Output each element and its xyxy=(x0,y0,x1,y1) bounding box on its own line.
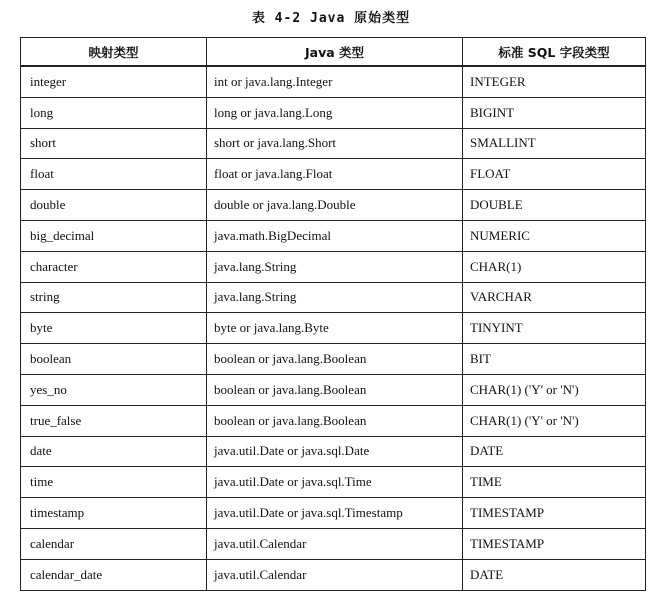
table-row xyxy=(21,159,646,190)
table-row xyxy=(21,282,646,313)
column-header-mapping-type: 映射类型 xyxy=(21,38,207,67)
table-row xyxy=(21,313,646,344)
table-row xyxy=(21,97,646,128)
cell-sql-type: TIME xyxy=(463,467,646,498)
cell-java-type: double or java.lang.Double xyxy=(207,190,463,221)
table-header xyxy=(21,38,646,67)
cell-sql-type: TIMESTAMP xyxy=(463,528,646,559)
table-row xyxy=(21,467,646,498)
cell-sql-type: CHAR(1) ('Y' or 'N') xyxy=(463,374,646,405)
table-row xyxy=(21,220,646,251)
cell-sql-type: CHAR(1) ('Y' or 'N') xyxy=(463,405,646,436)
cell-java-type: boolean or java.lang.Boolean xyxy=(207,405,463,436)
cell-mapping-type: byte xyxy=(21,313,207,344)
table-row xyxy=(21,374,646,405)
column-header-java-type: Java 类型 xyxy=(207,38,463,67)
cell-java-type: java.util.Calendar xyxy=(207,528,463,559)
cell-sql-type: SMALLINT xyxy=(463,128,646,159)
cell-sql-type: NUMERIC xyxy=(463,220,646,251)
cell-java-type: long or java.lang.Long xyxy=(207,97,463,128)
cell-java-type: java.math.BigDecimal xyxy=(207,220,463,251)
cell-mapping-type: true_false xyxy=(21,405,207,436)
cell-mapping-type: big_decimal xyxy=(21,220,207,251)
column-header-sql-type: 标准 SQL 字段类型 xyxy=(463,38,646,67)
table-row xyxy=(21,190,646,221)
cell-sql-type: CHAR(1) xyxy=(463,251,646,282)
cell-mapping-type: float xyxy=(21,159,207,190)
cell-java-type: java.lang.String xyxy=(207,251,463,282)
table-row xyxy=(21,498,646,529)
cell-java-type: java.lang.String xyxy=(207,282,463,313)
cell-mapping-type: boolean xyxy=(21,344,207,375)
table-row xyxy=(21,66,646,97)
cell-mapping-type: date xyxy=(21,436,207,467)
table-row xyxy=(21,405,646,436)
table-caption: 表 4-2 Java 原始类型 xyxy=(251,11,411,26)
header-row xyxy=(21,38,646,67)
table-row xyxy=(21,128,646,159)
table-row xyxy=(21,344,646,375)
cell-mapping-type: double xyxy=(21,190,207,221)
cell-mapping-type: short xyxy=(21,128,207,159)
cell-sql-type: TINYINT xyxy=(463,313,646,344)
cell-java-type: java.util.Date or java.sql.Timestamp xyxy=(207,498,463,529)
cell-sql-type: DATE xyxy=(463,559,646,590)
table-body xyxy=(21,66,646,590)
cell-mapping-type: calendar xyxy=(21,528,207,559)
cell-sql-type: DATE xyxy=(463,436,646,467)
cell-sql-type: TIMESTAMP xyxy=(463,498,646,529)
cell-sql-type: BIGINT xyxy=(463,97,646,128)
cell-mapping-type: calendar_date xyxy=(21,559,207,590)
cell-mapping-type: string xyxy=(21,282,207,313)
cell-mapping-type: long xyxy=(21,97,207,128)
cell-mapping-type: integer xyxy=(21,66,207,97)
cell-java-type: float or java.lang.Float xyxy=(207,159,463,190)
cell-java-type: byte or java.lang.Byte xyxy=(207,313,463,344)
cell-sql-type: VARCHAR xyxy=(463,282,646,313)
cell-sql-type: INTEGER xyxy=(463,66,646,97)
cell-mapping-type: timestamp xyxy=(21,498,207,529)
table-row xyxy=(21,436,646,467)
cell-java-type: boolean or java.lang.Boolean xyxy=(207,344,463,375)
cell-java-type: int or java.lang.Integer xyxy=(207,66,463,97)
table-row xyxy=(21,251,646,282)
cell-java-type: boolean or java.lang.Boolean xyxy=(207,374,463,405)
cell-java-type: short or java.lang.Short xyxy=(207,128,463,159)
cell-mapping-type: character xyxy=(21,251,207,282)
type-mapping-table xyxy=(20,37,646,591)
cell-java-type: java.util.Calendar xyxy=(207,559,463,590)
cell-sql-type: FLOAT xyxy=(463,159,646,190)
cell-mapping-type: time xyxy=(21,467,207,498)
cell-sql-type: BIT xyxy=(463,344,646,375)
cell-java-type: java.util.Date or java.sql.Date xyxy=(207,436,463,467)
cell-sql-type: DOUBLE xyxy=(463,190,646,221)
table-row xyxy=(21,559,646,590)
table-row xyxy=(21,528,646,559)
cell-mapping-type: yes_no xyxy=(21,374,207,405)
cell-java-type: java.util.Date or java.sql.Time xyxy=(207,467,463,498)
